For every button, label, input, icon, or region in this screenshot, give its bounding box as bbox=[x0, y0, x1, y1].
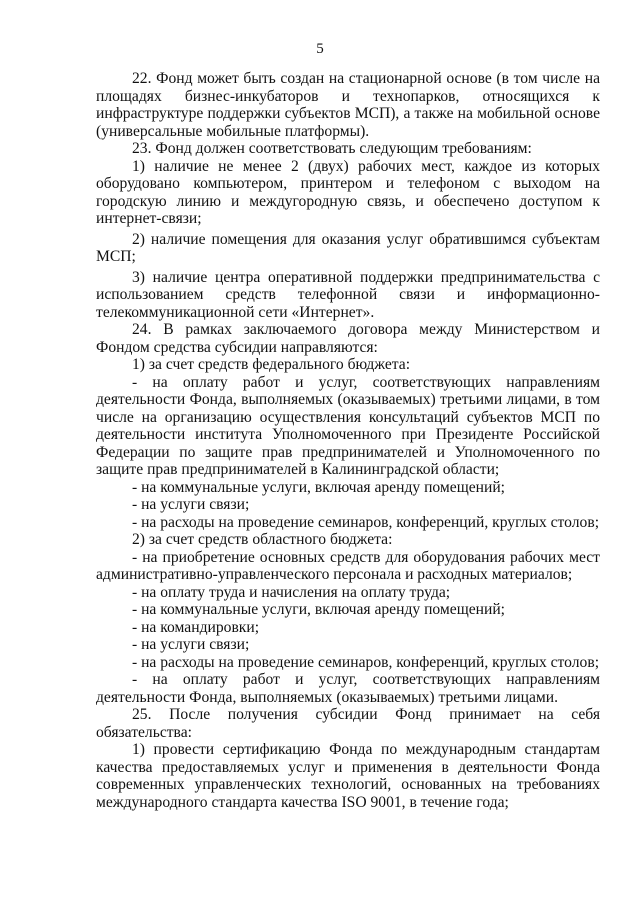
regional-item-communication: - на услуги связи; bbox=[132, 636, 250, 653]
requirement-item-1: 1) наличие не менее 2 (двух) рабочих мест, каждое из которых оборудовано компьютером, принтером и телефоном с выходом на городскую линию и междугородную связь, и обеспечено доступом к интернет-связи; bbox=[96, 157, 600, 227]
regional-item-utilities: - на коммунальные услуги, включая аренду помещений; bbox=[132, 601, 506, 618]
federal-item-utilities: - на коммунальные услуги, включая аренду помещений; bbox=[132, 478, 506, 496]
page-number: 5 bbox=[316, 41, 324, 57]
regional-item-services: - на оплату работ и услуг, соответствующих направлениям деятельности Фонда, выполняемых (оказываемых) третьими лицами. bbox=[96, 671, 600, 706]
federal-item-communication: - на услуги связи; bbox=[132, 496, 250, 513]
requirement-item-3: 3) наличие центра оперативной поддержки предпринимательства с использованием средств телефонной связи и информационно-телекоммуникационной сети «Интернет». bbox=[96, 268, 600, 321]
obligation-item-1: 1) провести сертификацию Фонда по международным стандартам качества предоставляемых услуг и применения в деятельности Фонда современных управленческих технологий, основанных на требованиях международного стандарта качества ISO 9001, в течение года; bbox=[96, 741, 600, 811]
federal-budget-heading: 1) за счет средств федерального бюджета: bbox=[132, 356, 411, 373]
federal-item-seminars: - на расходы на проведение семинаров, конференций, круглых столов; bbox=[132, 513, 600, 531]
document-body bbox=[96, 70, 600, 811]
paragraph-24: 24. В рамках заключаемого договора между Министерством и Фондом средства субсидии направляются: bbox=[96, 321, 600, 356]
paragraph-23: 23. Фонд должен соответствовать следующим требованиям: bbox=[132, 140, 532, 157]
regional-item-salary: - на оплату труда и начисления на оплату труда; bbox=[132, 583, 451, 601]
regional-item-travel: - на командировки; bbox=[132, 618, 260, 636]
regional-budget-heading: 2) за счет средств областного бюджета: bbox=[132, 531, 393, 548]
regional-item-seminars: - на расходы на проведение семинаров, конференций, круглых столов; bbox=[132, 653, 600, 671]
regional-item-fixed-assets: - на приобретение основных средств для оборудования рабочих мест административно-управленческого персонала и расходных материалов; bbox=[96, 548, 600, 583]
federal-item-services: - на оплату работ и услуг, соответствующих направлениям деятельности Фонда, выполняемых (оказываемых) третьими лицами, в том числе на организацию осуществления консультаций субъектов МСП по деятельности института Уполномоченного при Президенте Российской Федерации по защите прав предпринимателей и Уполномоченного по защите прав предпринимателей в Калининградской области; bbox=[96, 373, 600, 478]
paragraph-22: 22. Фонд может быть создан на стационарной основе (в том числе на площадях бизнес-инкубаторов и технопарков, относящихся к инфраструктуре поддержки субъектов МСП), а также на мобильной основе (универсальные мобильные платформы). bbox=[96, 70, 600, 140]
paragraph-25: 25. После получения субсидии Фонд принимает на себя обязательства: bbox=[96, 706, 600, 741]
requirement-item-2: 2) наличие помещения для оказания услуг обратившимся субъектам МСП; bbox=[96, 230, 600, 265]
